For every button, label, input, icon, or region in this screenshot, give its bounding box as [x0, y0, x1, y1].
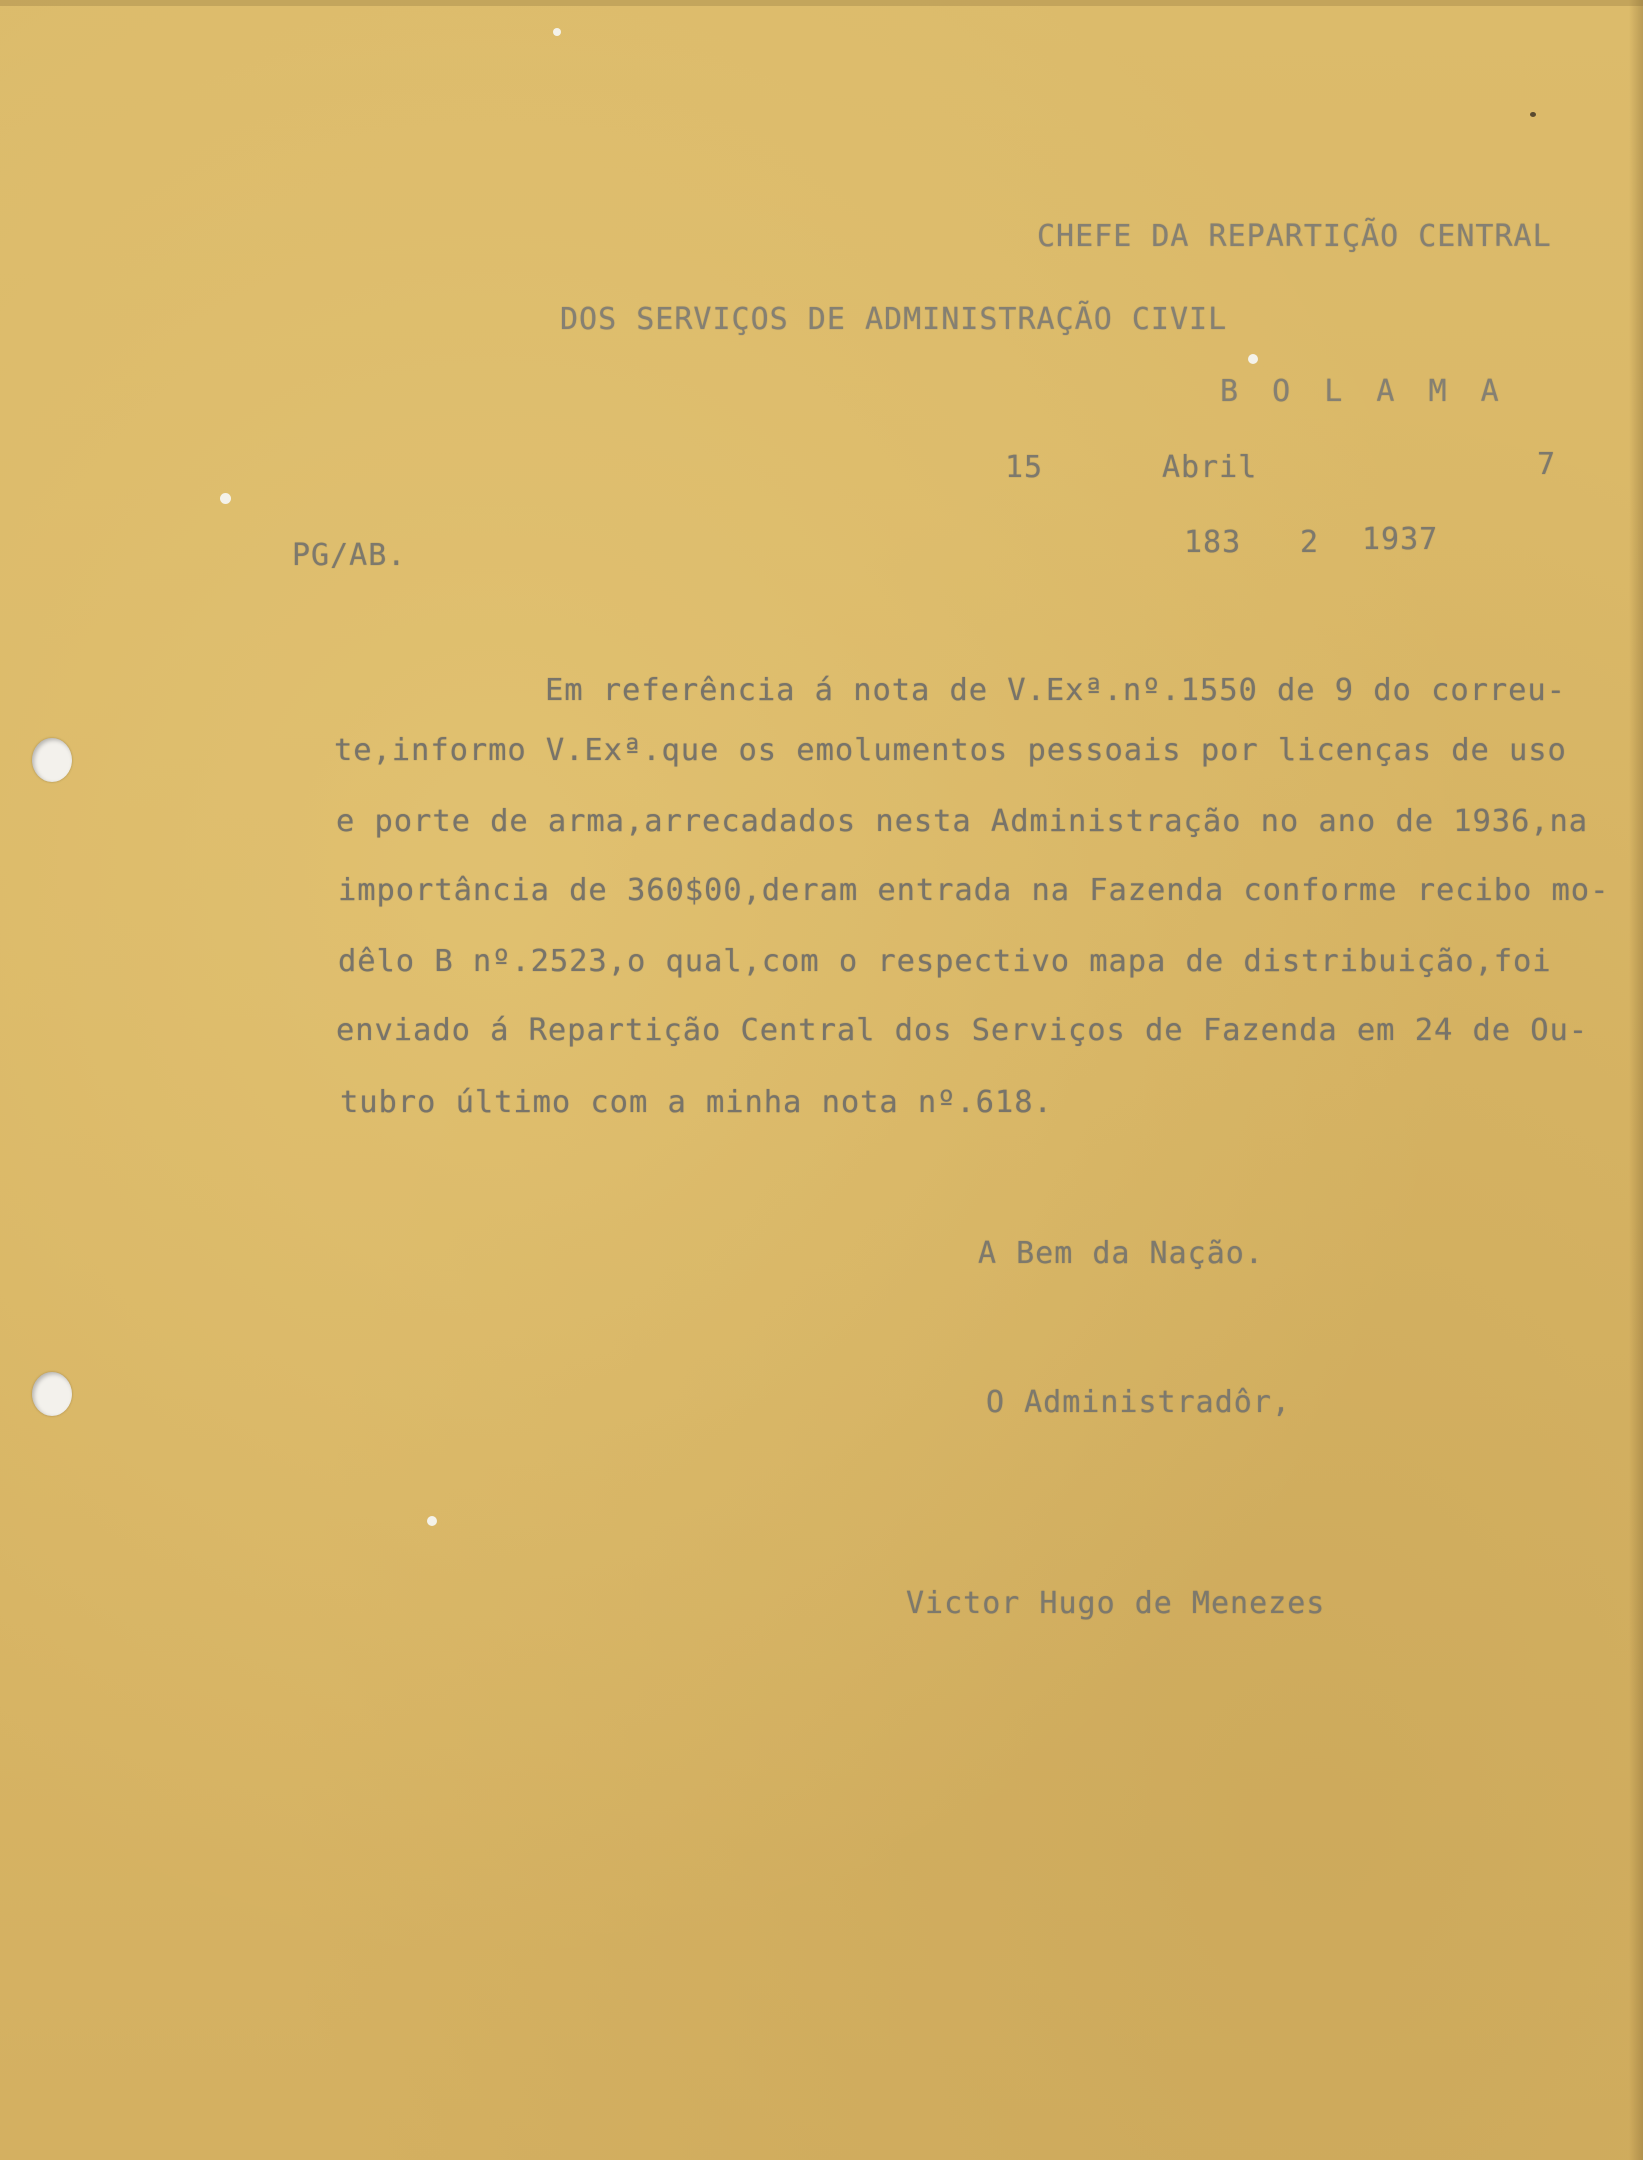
letterhead-line-3: B O L A M A: [1220, 374, 1507, 409]
body-line-6: enviado á Repartição Central dos Serviços de Fazenda em 24 de Ou-: [336, 1013, 1589, 1048]
page-number: 7: [1537, 447, 1557, 482]
paper-speck: [553, 28, 561, 36]
body-line-1: Em referência á nota de V.Exª.nº.1550 de 9 do correu-: [545, 673, 1566, 708]
signature-name: Victor Hugo de Menezes: [906, 1586, 1326, 1621]
body-line-7: tubro último com a minha nota nº.618.: [340, 1085, 1053, 1120]
closing-salutation: A Bem da Nação.: [978, 1236, 1264, 1271]
closing-title: O Administradôr,: [986, 1385, 1291, 1420]
paper-speck: [427, 1516, 437, 1526]
date-year: 1937: [1362, 522, 1439, 557]
folio-number: 2: [1300, 525, 1320, 560]
date-day: 15: [1005, 450, 1044, 485]
letterhead-line-1: CHEFE DA REPARTIÇÃO CENTRAL: [1037, 219, 1552, 254]
date-month: Abril: [1162, 450, 1258, 485]
paper-right-edge: [1629, 0, 1643, 2160]
letterhead-line-2: DOS SERVIÇOS DE ADMINISTRAÇÃO CIVIL: [560, 302, 1228, 337]
reference-number: 183: [1184, 525, 1242, 560]
body-line-5: dêlo B nº.2523,o qual,com o respectivo mapa de distribuição,foi: [338, 944, 1552, 979]
paper-speck: [1530, 112, 1536, 117]
paper-speck: [220, 493, 231, 504]
body-line-4: importância de 360$00,deram entrada na Fazenda conforme recibo mo-: [338, 873, 1610, 908]
punch-hole-lower: [32, 1372, 72, 1416]
punch-hole-upper: [32, 738, 72, 782]
body-line-2: te,informo V.Exª.que os emolumentos pessoais por licenças de uso: [334, 733, 1567, 768]
body-line-3: e porte de arma,arrecadados nesta Administração no ano de 1936,na: [336, 804, 1589, 839]
paper-speck: [1248, 354, 1258, 364]
reference-code: PG/AB.: [292, 538, 407, 573]
paper-top-edge: [0, 0, 1643, 6]
